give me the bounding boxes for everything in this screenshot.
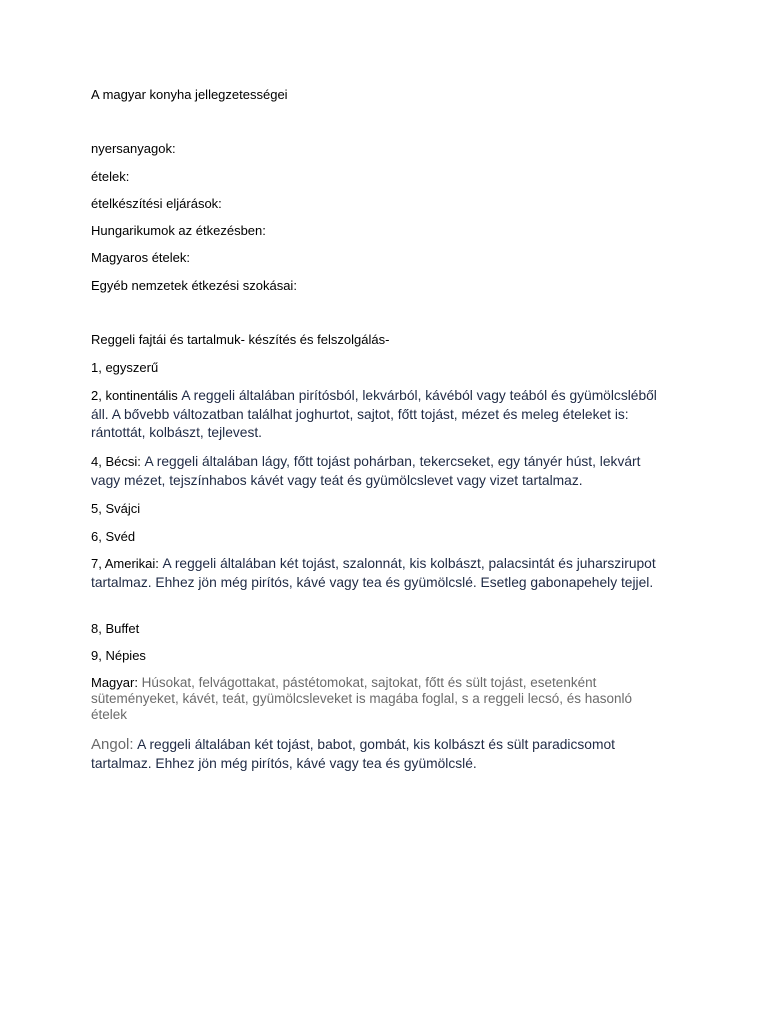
- item-becsi-label: 4, Bécsi:: [91, 454, 141, 469]
- heading-etelek: ételek:: [91, 169, 130, 184]
- item-svajci: 5, Svájci: [91, 501, 141, 516]
- item-buffet: 8, Buffet: [91, 621, 140, 636]
- item-kontinentalis-desc: A reggeli általában pirítósból, lekvárból, kávéból vagy teából és gyümölcsléből áll. A bővebb változatban találhat joghurtot, sajtot, főtt tojást, mézet és meleg ételeket is: rántottát, kolbászt, tejlevest.: [91, 388, 657, 440]
- item-nepies: 9, Népies: [91, 648, 146, 663]
- item-egyszeru: 1, egyszerű: [91, 360, 159, 375]
- document-title: A magyar konyha jellegzetességei: [91, 87, 288, 102]
- section-title: Reggeli fajtái és tartalmuk- készítés és felszolgálás-: [91, 332, 390, 347]
- item-kontinentalis-label: 2, kontinentális: [91, 388, 178, 403]
- item-sved: 6, Svéd: [91, 529, 136, 544]
- item-amerikai-desc: A reggeli általában két tojást, szalonnát, kis kolbászt, palacsintát és juharszirupot tartalmaz. Ehhez jön még pirítós, kávé vagy tea és gyümölcslé. Esetleg gabonapehely tejjel.: [91, 556, 656, 590]
- item-amerikai-label: 7, Amerikai:: [91, 556, 159, 571]
- item-amerikai: [91, 555, 671, 592]
- item-angol-label: Angol:: [91, 736, 134, 753]
- heading-egyeb-nemzetek: Egyéb nemzetek étkezési szokásai:: [91, 278, 297, 293]
- item-kontinentalis: [91, 387, 671, 443]
- item-magyar-desc: Húsokat, felvágottakat, pástétomokat, sajtokat, főtt és sült tojást, esetenként süteményeket, kávét, teát, gyümölcsleveket is magába foglal, s a reggeli lecsó, és hasonló ételek: [91, 675, 633, 722]
- heading-hungarikumok: Hungarikumok az étkezésben:: [91, 223, 266, 238]
- item-angol: [91, 736, 671, 773]
- heading-nyersanyagok: nyersanyagok:: [91, 141, 176, 156]
- item-angol-desc: A reggeli általában két tojást, babot, gombát, kis kolbászt és sült paradicsomot tartalmaz. Ehhez jön még pirítós, kávé vagy tea és gyümölcslé.: [91, 737, 615, 771]
- item-becsi-desc: A reggeli általában lágy, főtt tojást pohárban, tekercseket, egy tányér húst, lekvárt vagy mézet, tejszínhabos kávét vagy teát és gyümölcslevet vagy vizet tartalmaz.: [91, 454, 641, 488]
- heading-eljarasok: ételkészítési eljárások:: [91, 196, 222, 211]
- item-becsi: [91, 453, 671, 490]
- item-magyar-label: Magyar:: [91, 675, 138, 690]
- heading-magyaros-etelek: Magyaros ételek:: [91, 250, 190, 265]
- item-magyar: [91, 675, 671, 723]
